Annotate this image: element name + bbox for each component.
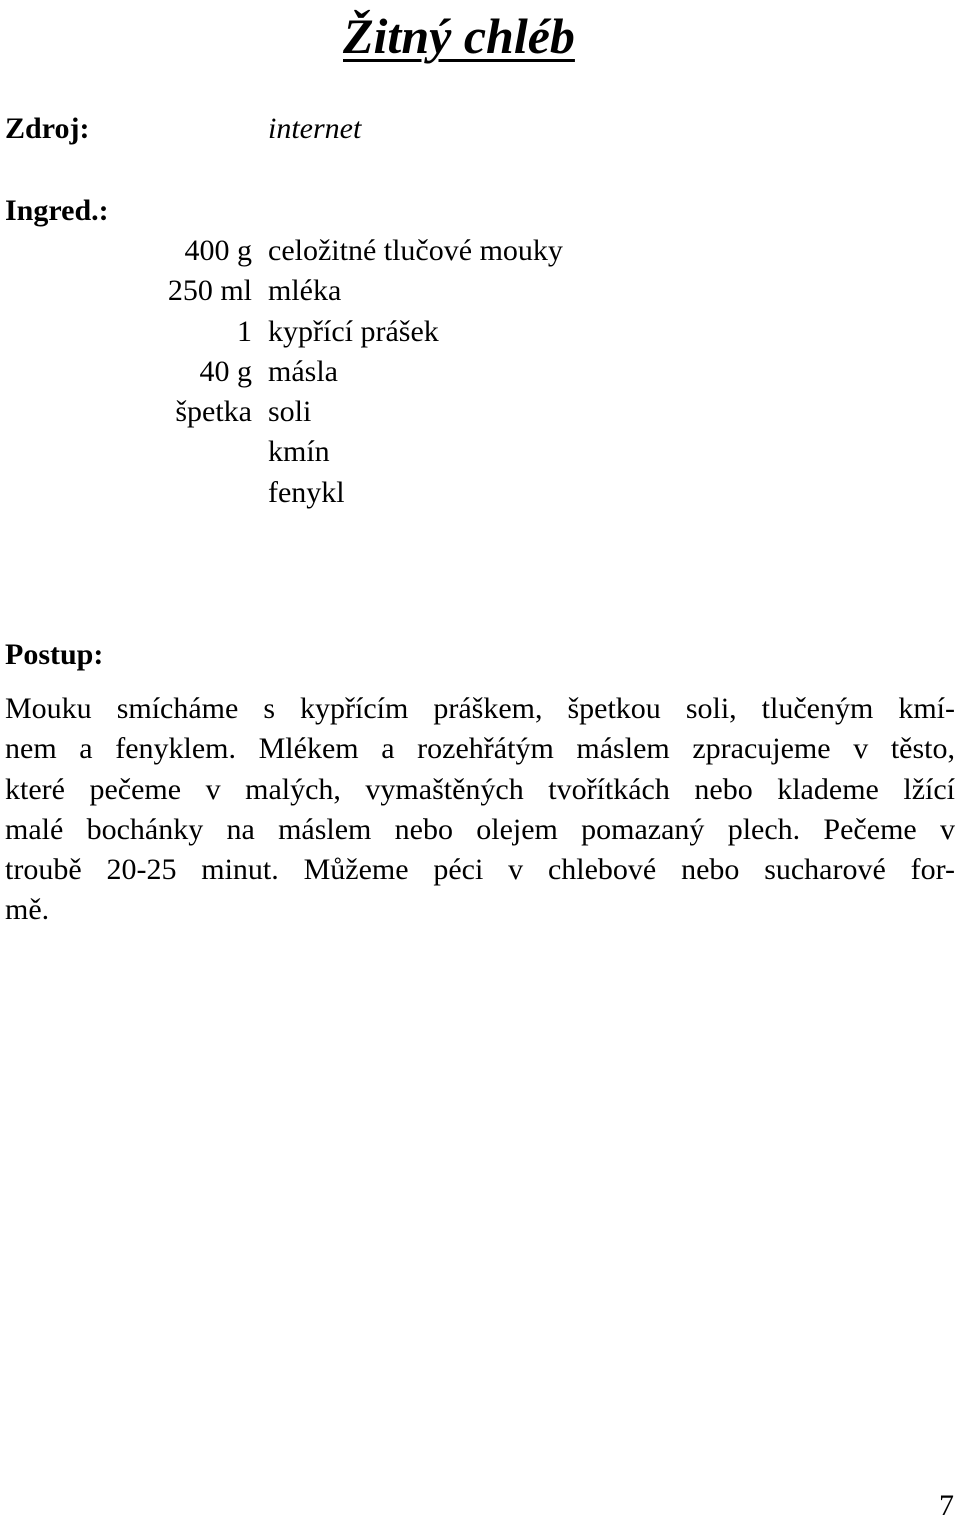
procedure-text — [5, 689, 955, 931]
ingredient-name: mléka — [268, 274, 342, 308]
source-value: internet — [268, 112, 362, 145]
procedure-line: mě. — [5, 893, 50, 927]
ingredient-name: fenykl — [268, 475, 345, 509]
ingredient-name: soli — [268, 395, 312, 429]
ingredient-quantity: 250 ml — [167, 274, 252, 308]
ingredient-name: kypřící prášek — [268, 314, 439, 348]
ingredient-row — [0, 392, 960, 432]
ingredient-row — [0, 271, 960, 311]
ingredient-name: celožitné tlučové mouky — [268, 234, 563, 267]
page-number: 7 — [939, 1489, 954, 1522]
ingredient-name: másla — [268, 354, 338, 388]
ingredient-row — [0, 432, 960, 472]
procedure-line: nem a fenyklem. Mlékem a rozehřátým máslem zpracujeme v těsto, — [5, 732, 955, 766]
ingredient-row — [0, 473, 960, 513]
source-label: Zdroj: — [5, 112, 90, 145]
procedure-line: malé bochánky na máslem nebo olejem pomazaný plech. Pečeme v — [5, 812, 955, 846]
ingredient-row — [0, 231, 960, 271]
procedure-label: Postup: — [5, 638, 104, 671]
ingredients-label: Ingred.: — [5, 194, 109, 227]
ingredient-quantity: špetka — [175, 395, 252, 429]
ingredients-list — [0, 231, 960, 513]
procedure-line: které pečeme v malých, vymaštěných tvořítkách nebo klademe lžící — [5, 772, 955, 806]
ingredient-quantity: 40 g — [199, 354, 252, 388]
page-title: Žitný chléb — [343, 8, 575, 64]
ingredient-row — [0, 312, 960, 352]
ingredient-row — [0, 352, 960, 392]
ingredient-quantity: 1 — [237, 314, 252, 348]
procedure-line: Mouku smícháme s kypřícím práškem, špetkou soli, tlučeným kmí- — [5, 692, 955, 725]
ingredient-quantity: 400 g — [184, 234, 252, 267]
ingredient-name: kmín — [268, 435, 330, 469]
procedure-line: troubě 20-25 minut. Můžeme péci v chlebové nebo sucharové for- — [5, 853, 955, 887]
